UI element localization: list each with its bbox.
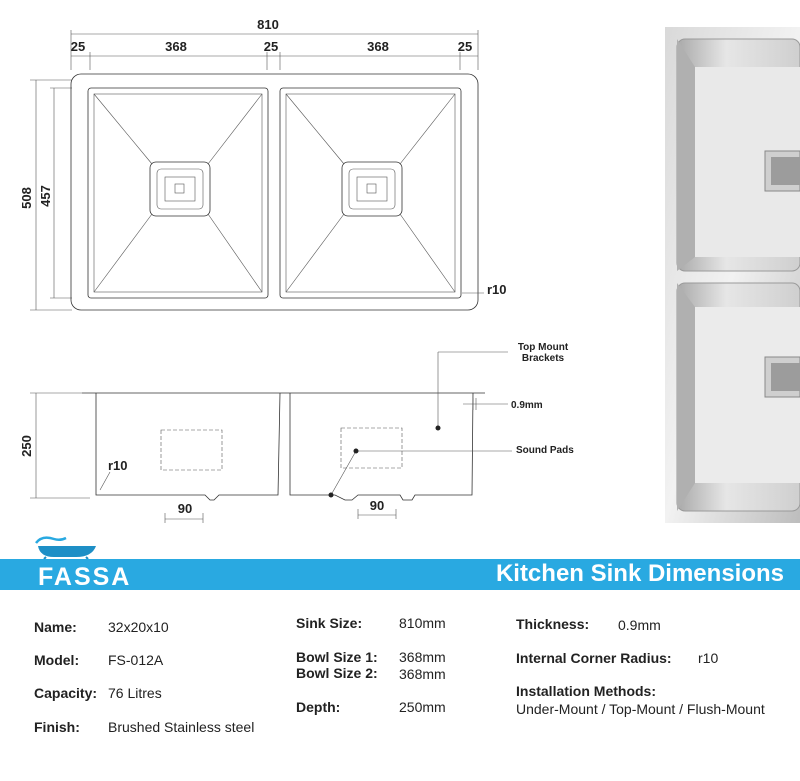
spec-bowl1-label: Bowl Size 1: <box>296 649 378 665</box>
brand-logo-text: FASSA <box>38 563 132 591</box>
spec-thickness-value: 0.9mm <box>618 617 661 633</box>
spec-thickness-label: Thickness: <box>516 616 590 632</box>
dim-edge-left: 25 <box>70 39 86 54</box>
spec-capacity-value: 76 Litres <box>108 685 162 701</box>
spec-radius-label: Internal Corner Radius: <box>516 650 672 666</box>
dim-bowl-right: 368 <box>367 39 389 54</box>
spec-radius-value: r10 <box>698 650 719 666</box>
spec-finish-label: Finish: <box>34 719 80 735</box>
dim-bowl-depth: 250 <box>19 435 34 457</box>
spec-capacity-label: Capacity: <box>34 685 98 701</box>
spec-model-value: FS-012A <box>108 652 164 668</box>
dim-inner-depth: 457 <box>38 185 53 207</box>
spec-bowl2-value: 368mm <box>399 666 446 682</box>
spec-name-value: 32x20x10 <box>108 619 169 635</box>
spec-model-label: Model: <box>34 652 80 668</box>
spec-sink-size-value: 810mm <box>399 615 446 631</box>
spec-bowl2-label: Bowl Size 2: <box>296 665 378 681</box>
spec-bowl1-value: 368mm <box>399 649 446 665</box>
callout-sound-pads: Sound Pads <box>516 445 574 456</box>
bathtub-logo-icon <box>32 533 102 559</box>
side-corner-radius: r10 <box>108 458 128 473</box>
page-title: Kitchen Sink Dimensions <box>495 560 784 587</box>
callout-top-mount-brackets: Top Mount Brackets <box>517 342 569 364</box>
spec-depth-value: 250mm <box>399 699 446 715</box>
spec-name-label: Name: <box>34 619 77 635</box>
side-view <box>30 352 512 523</box>
top-corner-radius: r10 <box>487 282 507 297</box>
dim-drain-right: 90 <box>369 498 385 513</box>
spec-sink-size-label: Sink Size: <box>296 615 363 631</box>
spec-install-value: Under-Mount / Top-Mount / Flush-Mount <box>516 701 765 717</box>
spec-finish-value: Brushed Stainless steel <box>108 719 255 735</box>
dim-edge-right: 25 <box>457 39 473 54</box>
dim-outer-depth: 508 <box>19 187 34 209</box>
dim-total-width: 810 <box>257 17 279 32</box>
dim-drain-left: 90 <box>177 501 193 516</box>
dim-divider: 25 <box>263 39 279 54</box>
sink-photo <box>665 27 800 523</box>
top-view <box>71 74 484 310</box>
spec-install-label: Installation Methods: <box>516 683 656 699</box>
callout-thickness: 0.9mm <box>511 400 543 411</box>
dim-bowl-left: 368 <box>165 39 187 54</box>
spec-depth-label: Depth: <box>296 699 341 715</box>
